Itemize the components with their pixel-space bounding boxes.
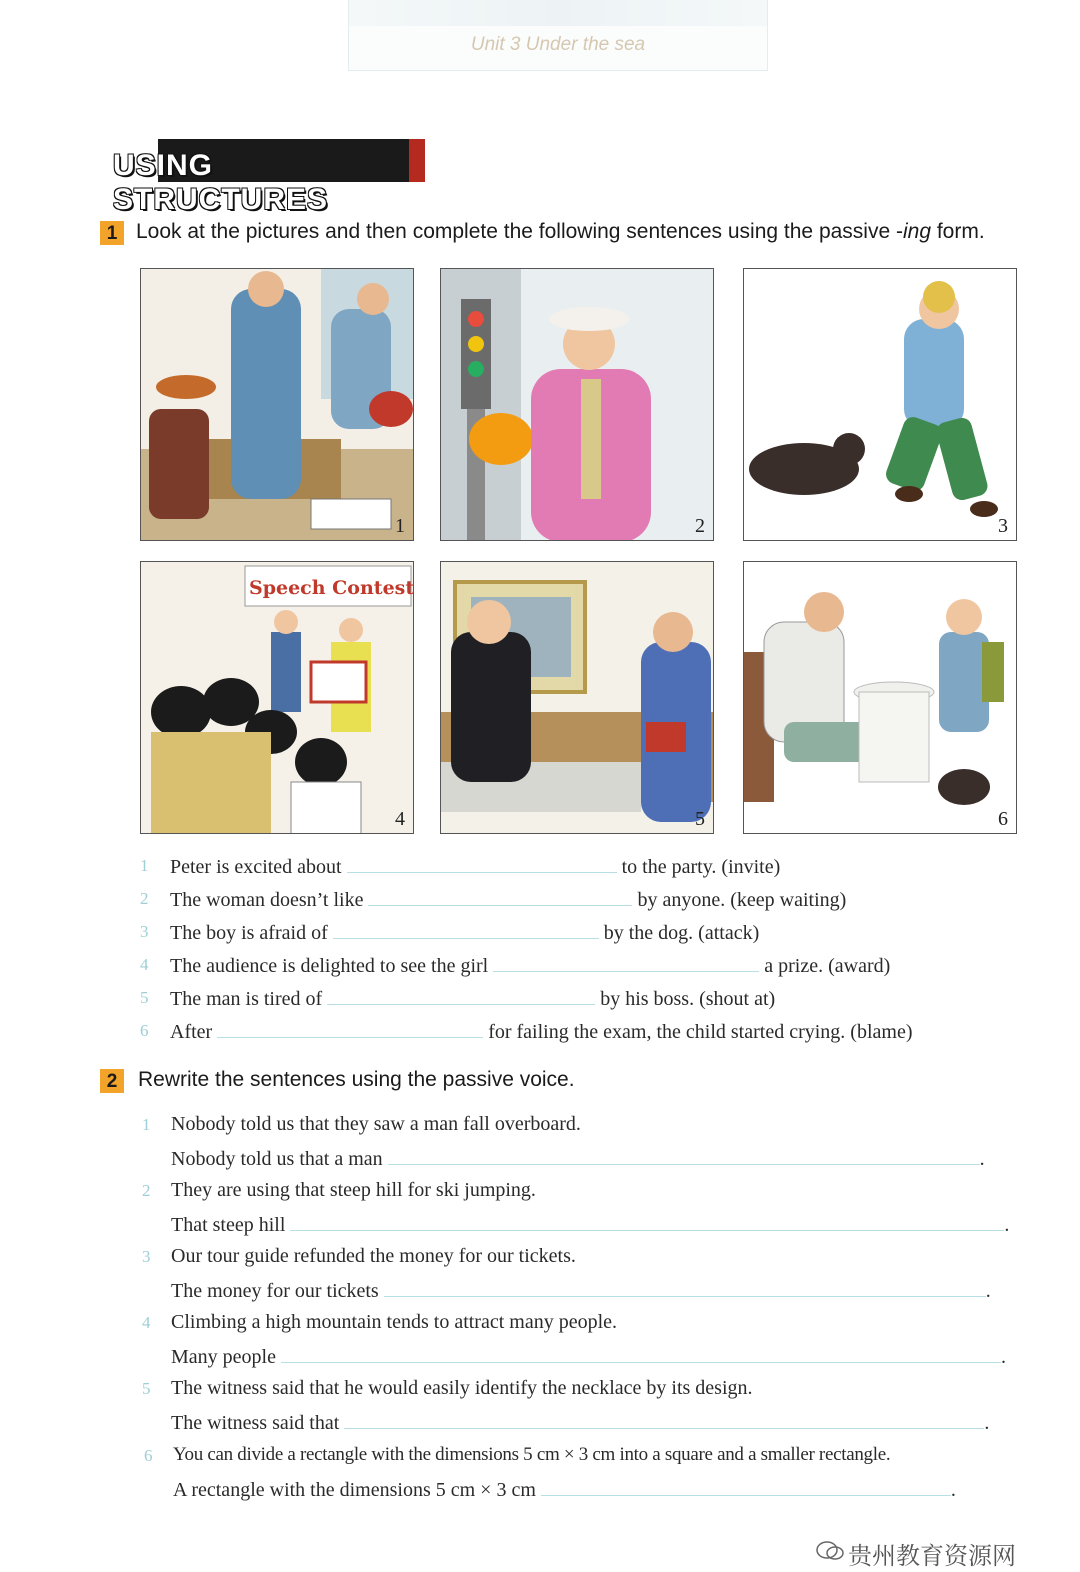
sentence-1-number: 1 (140, 856, 149, 875)
sentence-2-after: by anyone. (keep waiting) (637, 889, 847, 911)
instruction-text-ing: ing (902, 220, 932, 243)
section-banner (103, 139, 425, 216)
picture-1-illustration (141, 269, 414, 541)
banner-title: USING STRUCTURES (113, 149, 329, 216)
rewrite-4-prompt-text: Many people (171, 1346, 276, 1368)
sentence-2 (170, 887, 846, 912)
sentence-3 (170, 920, 759, 945)
unit-header (348, 0, 768, 71)
sentence-5-number: 5 (140, 988, 149, 1007)
picture-4 (140, 561, 414, 834)
rewrite-4-blank[interactable] (281, 1344, 1001, 1363)
sentence-6-after: for failing the exam, the child started crying. (blame) (488, 1021, 913, 1043)
watermark-text: 贵州教育资源网 (848, 1542, 1016, 1570)
picture-2 (440, 268, 714, 541)
sentence-4 (170, 953, 890, 978)
picture-3-number: 3 (998, 515, 1008, 537)
sentence-3-number: 3 (140, 922, 149, 941)
instruction-text-post: form. (931, 220, 985, 243)
sentence-2-before: The woman doesn’t like (170, 889, 364, 911)
sentence-6-number: 6 (140, 1021, 149, 1040)
sentence-4-before: The audience is delighted to see the girl (170, 955, 489, 977)
rewrite-2-number: 2 (142, 1181, 151, 1200)
rewrite-3-blank[interactable] (384, 1278, 986, 1297)
sentence-2-number: 2 (140, 889, 149, 908)
rewrite-6-sentence: You can divide a rectangle with the dimensions 5 cm × 3 cm into a square and a smaller rectangle. (173, 1444, 891, 1465)
picture-2-illustration (441, 269, 714, 541)
sentence-6 (170, 1019, 913, 1044)
sentence-5-before: The man is tired of (170, 988, 323, 1010)
rewrite-5-prompt: The witness said that . (171, 1412, 990, 1434)
sentence-1-before: Peter is excited about (170, 856, 342, 878)
picture-3-illustration (744, 269, 1017, 541)
sentence-5 (170, 986, 775, 1011)
picture-6 (743, 561, 1017, 834)
picture-5 (440, 561, 714, 834)
rewrite-2-sentence: They are using that steep hill for ski jumping. (171, 1179, 536, 1201)
sentence-1 (170, 854, 780, 879)
picture-5-illustration (441, 562, 714, 834)
speech-contest-sign: Speech Contest (249, 577, 415, 599)
sentence-1-after: to the party. (invite) (621, 856, 781, 878)
picture-1-number: 1 (395, 515, 405, 537)
rewrite-5-number: 5 (142, 1379, 151, 1398)
exercise-1-number: 1 (100, 221, 124, 245)
sentence-1-blank[interactable] (347, 854, 617, 873)
rewrite-2-blank[interactable] (290, 1212, 1004, 1231)
rewrite-3-sentence: Our tour guide refunded the money for our tickets. (171, 1245, 576, 1267)
sentence-4-after: a prize. (award) (764, 955, 891, 977)
rewrite-2-prompt-text: That steep hill (171, 1214, 286, 1236)
picture-1 (140, 268, 414, 541)
rewrite-1-number: 1 (142, 1115, 151, 1134)
picture-3 (743, 268, 1017, 541)
sentence-3-before: The boy is afraid of (170, 922, 328, 944)
exercise-2-number: 2 (100, 1069, 124, 1093)
picture-4-number: 4 (395, 808, 405, 830)
sentence-3-after: by the dog. (attack) (603, 922, 760, 944)
picture-4-illustration (141, 562, 414, 834)
rewrite-1-prompt: Nobody told us that a man . (171, 1148, 985, 1170)
rewrite-2-prompt: That steep hill . (171, 1214, 1010, 1236)
rewrite-6-blank[interactable] (541, 1477, 951, 1496)
wechat-icon (816, 1540, 844, 1562)
picture-6-illustration (744, 562, 1017, 834)
picture-5-number: 5 (695, 808, 705, 830)
rewrite-1-prompt-text: Nobody told us that a man (171, 1148, 383, 1170)
rewrite-6-prompt-text: A rectangle with the dimensions 5 cm × 3 cm (173, 1479, 536, 1501)
sentence-5-blank[interactable] (327, 986, 595, 1005)
rewrite-6-prompt: A rectangle with the dimensions 5 cm × 3 cm . (173, 1479, 956, 1501)
header-decoration (349, 0, 767, 26)
rewrite-3-number: 3 (142, 1247, 151, 1266)
sentence-2-blank[interactable] (368, 887, 632, 906)
rewrite-5-blank[interactable] (344, 1410, 984, 1429)
instruction-text-pre: Look at the pictures and then complete the following sentences using the passive - (136, 220, 903, 243)
picture-6-number: 6 (998, 808, 1008, 830)
rewrite-6-number: 6 (144, 1446, 153, 1465)
sentence-6-before: After (170, 1021, 213, 1043)
exercise-2-instruction: Rewrite the sentences using the passive voice. (138, 1068, 575, 1091)
sentence-6-blank[interactable] (217, 1019, 483, 1038)
picture-2-number: 2 (695, 515, 705, 537)
rewrite-3-prompt: The money for our tickets . (171, 1280, 991, 1302)
unit-title: Unit 3 Under the sea (470, 34, 646, 55)
rewrite-1-sentence: Nobody told us that they saw a man fall overboard. (171, 1113, 581, 1135)
sentence-5-after: by his boss. (shout at) (600, 988, 776, 1010)
rewrite-5-sentence: The witness said that he would easily identify the necklace by its design. (171, 1377, 753, 1399)
rewrite-4-sentence: Climbing a high mountain tends to attract many people. (171, 1311, 618, 1333)
sentence-4-number: 4 (140, 955, 149, 974)
rewrite-5-prompt-text: The witness said that (171, 1412, 340, 1434)
sentence-4-blank[interactable] (493, 953, 759, 972)
rewrite-4-prompt: Many people . (171, 1346, 1006, 1368)
rewrite-4-number: 4 (142, 1313, 151, 1332)
exercise-1-instruction (136, 220, 985, 244)
rewrite-3-prompt-text: The money for our tickets (171, 1280, 379, 1302)
sentence-3-blank[interactable] (333, 920, 599, 939)
rewrite-1-blank[interactable] (388, 1146, 980, 1165)
